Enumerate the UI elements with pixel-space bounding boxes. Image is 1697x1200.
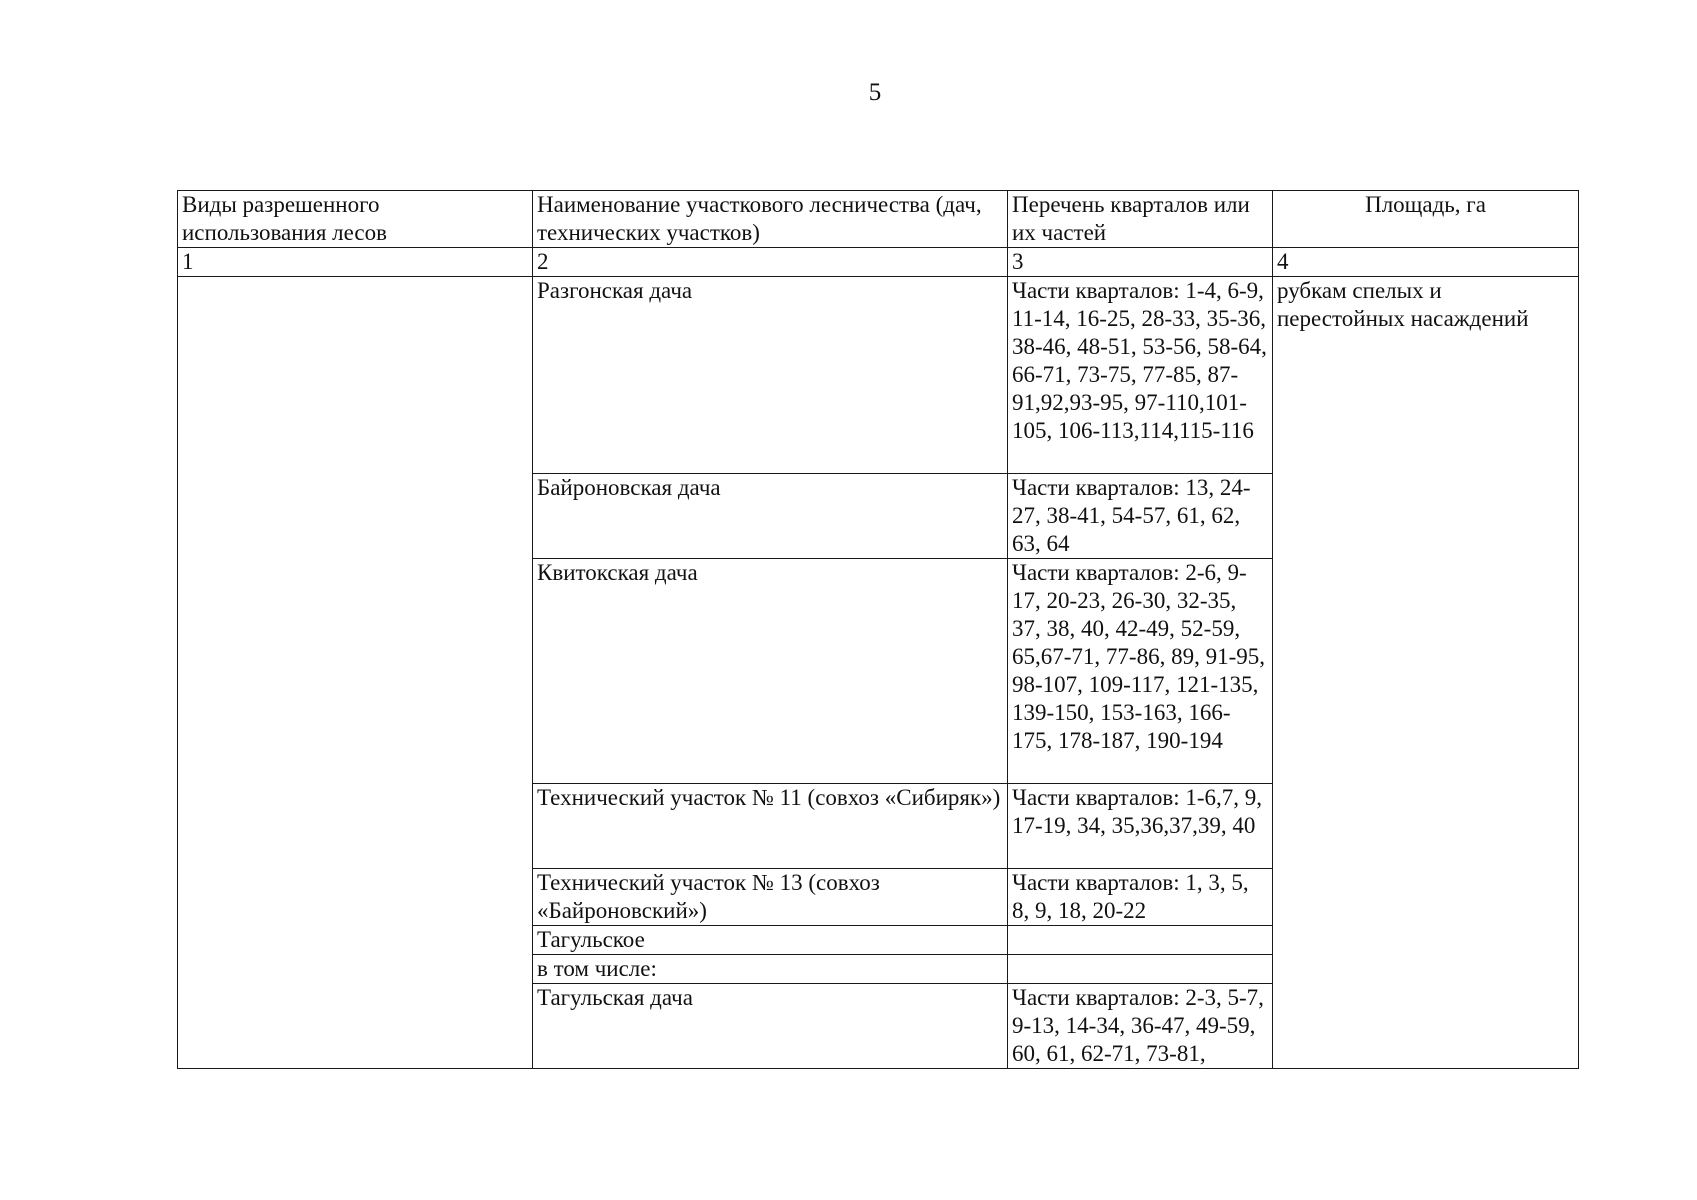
header-area: Площадь, га: [1273, 191, 1579, 248]
column-number-row: [178, 248, 1579, 277]
table-header-row: [178, 191, 1579, 248]
quarters-cell: Части кварталов: 1-4, 6-9, 11-14, 16-25, 28-33, 35-36, 38-46, 48-51, 53-56, 58-64, 66-71, 73-75, 77-85, 87-91,92,93-95, 97-110,101-105, 106-113,114,115-116: [1008, 277, 1273, 474]
header-use-type: Виды разрешенного использования лесов: [178, 191, 533, 248]
forestry-name-cell: Тагульское: [533, 926, 1008, 955]
page-number: 5: [868, 79, 882, 106]
area-note-cell: рубкам спелых и перестойных насаждений: [1273, 277, 1579, 1069]
forestry-name-cell: Квитокская дача: [533, 559, 1008, 784]
column-number: 2: [533, 248, 1008, 277]
forest-use-table: [177, 190, 1579, 1069]
quarters-cell: [1008, 955, 1273, 984]
quarters-cell: Части кварталов: 2-6, 9-17, 20-23, 26-30, 32-35, 37, 38, 40, 42-49, 52-59, 65,67-71, 77-86, 89, 91-95, 98-107, 109-117, 121-135, 139-150, 153-163, 166-175, 178-187, 190-194: [1008, 559, 1273, 784]
quarters-cell: Части кварталов: 1, 3, 5, 8, 9, 18, 20-22: [1008, 869, 1273, 926]
header-forestry-name: Наименование участкового лесничества (дач, технических участков): [533, 191, 1008, 248]
header-quarters-list: Перечень кварталов или их частей: [1008, 191, 1273, 248]
column-number: 1: [178, 248, 533, 277]
column-number: 3: [1008, 248, 1273, 277]
forestry-name-cell: Байроновская дача: [533, 474, 1008, 559]
table-row: [178, 277, 1579, 474]
quarters-cell: [1008, 926, 1273, 955]
column-number: 4: [1273, 248, 1579, 277]
quarters-cell: Части кварталов: 2-3, 5-7, 9-13, 14-34, 36-47, 49-59, 60, 61, 62-71, 73-81,: [1008, 984, 1273, 1069]
forestry-name-cell: Тагульская дача: [533, 984, 1008, 1069]
forestry-name-cell: в том числе:: [533, 955, 1008, 984]
use-type-cell: [178, 277, 533, 1069]
forestry-name-cell: Технический участок № 11 (совхоз «Сибиряк»): [533, 784, 1008, 869]
quarters-cell: Части кварталов: 1-6,7, 9, 17-19, 34, 35,36,37,39, 40: [1008, 784, 1273, 869]
quarters-cell: Части кварталов: 13, 24-27, 38-41, 54-57, 61, 62, 63, 64: [1008, 474, 1273, 559]
forestry-name-cell: Разгонская дача: [533, 277, 1008, 474]
forestry-name-cell: Технический участок № 13 (совхоз «Байроновский»): [533, 869, 1008, 926]
